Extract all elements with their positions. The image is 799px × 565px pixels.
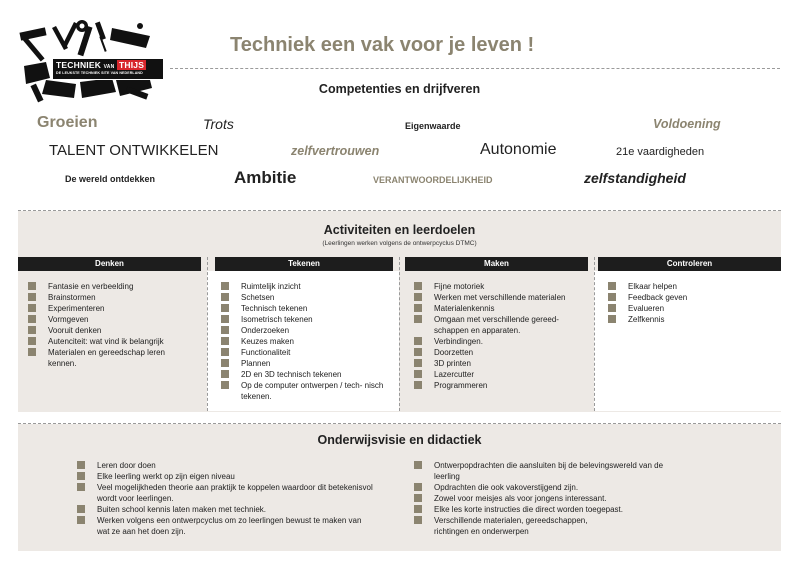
list-item: Vormgeven [28,314,196,325]
column-separator [207,257,208,411]
list-item: Vooruit denken [28,325,196,336]
list-item: Verbindingen. [414,336,590,347]
list-item: Autenciteit: wat vind ik belangrijk [28,336,196,347]
list-item: Zowel voor meisjes als voor jongens interessant. [414,493,714,504]
square-bullet-icon [28,293,36,301]
controleren-list [608,281,776,325]
square-bullet-icon [77,461,85,469]
square-bullet-icon [414,337,422,345]
square-bullet-icon [414,315,422,323]
square-bullet-icon [414,370,422,378]
list-item: 2D en 3D technisch tekenen [221,369,389,380]
column-separator [399,257,400,411]
list-item: Elkaar helpen [608,281,776,292]
square-bullet-icon [221,293,229,301]
list-item: 3D printen [414,358,590,369]
square-bullet-icon [221,359,229,367]
activities-title: Activiteiten en leerdoelen [323,223,476,237]
square-bullet-icon [414,293,422,301]
list-item: Technisch tekenen [221,303,389,314]
competency-word: Ambitie [234,168,297,187]
column-header-tekenen: Tekenen [215,257,393,271]
list-item: Doorzetten [414,347,590,358]
competency-word: zelfvertrouwen [291,144,380,158]
list-item: Buiten school kennis laten maken met techniek. [77,504,377,515]
didactics-title: Onderwijsvisie en didactiek [317,433,482,447]
maken-list [414,281,590,391]
competency-word: zelfstandigheid [584,170,686,186]
square-bullet-icon [221,370,229,378]
list-item: Omgaan met verschillende gereed- schappen en apparaten. [414,314,584,336]
square-bullet-icon [608,315,616,323]
square-bullet-icon [28,326,36,334]
square-bullet-icon [414,282,422,290]
square-bullet-icon [414,505,422,513]
denken-list [28,281,196,369]
competency-word: TALENT ONTWIKKELEN [49,142,219,159]
list-item: Op de computer ontwerpen / tech- nisch tekenen. [221,380,385,402]
square-bullet-icon [414,381,422,389]
square-bullet-icon [28,337,36,345]
list-item: Keuzes maken [221,336,389,347]
square-bullet-icon [221,348,229,356]
list-item: Plannen [221,358,389,369]
list-item: Functionaliteit [221,347,389,358]
square-bullet-icon [77,472,85,480]
list-item: Programmeren [414,380,590,391]
square-bullet-icon [77,516,85,524]
list-item: Ontwerpopdrachten die aansluiten bij de belevingswereld van de leerling [414,460,684,482]
column-header-controleren: Controleren [598,257,781,271]
square-bullet-icon [221,315,229,323]
list-item: Isometrisch tekenen [221,314,389,325]
didactics-left-list [77,460,377,537]
logo-tagline: DE LEUKSTE TECHNIEK SITE VAN NEDERLAND [56,71,143,75]
competency-word: VERANTWOORDELIJKHEID [373,175,493,185]
square-bullet-icon [414,359,422,367]
list-item: Materialen en gereedschap leren kennen. [28,347,186,369]
square-bullet-icon [608,304,616,312]
column-separator [594,257,595,411]
list-item: Ruimtelijk inzicht [221,281,389,292]
list-item: Veel mogelijkheden theorie aan praktijk te koppelen waardoor dit betekenisvol wordt voor leerlingen. [77,482,373,504]
list-item: Elke leerling werkt op zijn eigen niveau [77,471,377,482]
title-divider [170,68,780,69]
square-bullet-icon [221,326,229,334]
list-item: Elke les korte instructies die direct worden toegepast. [414,504,714,515]
square-bullet-icon [414,461,422,469]
competency-word: De wereld ontdekken [65,174,156,184]
square-bullet-icon [414,304,422,312]
square-bullet-icon [608,293,616,301]
square-bullet-icon [28,315,36,323]
activities-subtitle: (Leerlingen werken volgens de ontwerpcyclus DTMC) [322,240,477,247]
square-bullet-icon [28,348,36,356]
square-bullet-icon [221,304,229,312]
list-item: Experimenteren [28,303,196,314]
list-item: Feedback geven [608,292,776,303]
column-header-denken: Denken [18,257,201,271]
list-item: Schetsen [221,292,389,303]
competency-word: Groeien [37,114,98,131]
competencies-heading: Competenties en drijfveren [318,82,481,96]
list-item: Brainstormen [28,292,196,303]
tekenen-list [221,281,389,402]
list-item: Fantasie en verbeelding [28,281,196,292]
square-bullet-icon [28,304,36,312]
column-header-maken: Maken [405,257,588,271]
square-bullet-icon [28,282,36,290]
list-item: Werken met verschillende materialen [414,292,590,303]
page-title: Techniek een vak voor je leven ! [230,34,535,56]
square-bullet-icon [414,494,422,502]
list-item: Leren door doen [77,460,377,471]
competency-word: Voldoening [653,117,721,131]
square-bullet-icon [221,381,229,389]
square-bullet-icon [221,337,229,345]
list-item: Materialenkennis [414,303,590,314]
square-bullet-icon [414,516,422,524]
square-bullet-icon [77,505,85,513]
list-item: Verschillende materialen, gereedschappen, richtingen en onderwerpen [414,515,614,537]
list-item: Zelfkennis [608,314,776,325]
competency-word: Eigenwaarde [405,121,461,131]
list-item: Evalueren [608,303,776,314]
list-item: Lazercutter [414,369,590,380]
list-item: Werken volgens een ontwerpcyclus om zo leerlingen bewust te maken van wat ze aan het doen zijn. [77,515,363,537]
square-bullet-icon [608,282,616,290]
competency-word: Autonomie [480,141,557,158]
square-bullet-icon [414,483,422,491]
competency-word: Trots [203,116,234,132]
square-bullet-icon [414,348,422,356]
list-item: Opdrachten die ook vakoverstijgend zijn. [414,482,714,493]
didactics-right-list [414,460,714,537]
square-bullet-icon [77,483,85,491]
logo-wordmark: TECHNIEK VAN THIJS [56,60,145,70]
competency-word: 21e vaardigheden [616,146,705,158]
square-bullet-icon [221,282,229,290]
list-item: Fijne motoriek [414,281,590,292]
list-item: Onderzoeken [221,325,389,336]
